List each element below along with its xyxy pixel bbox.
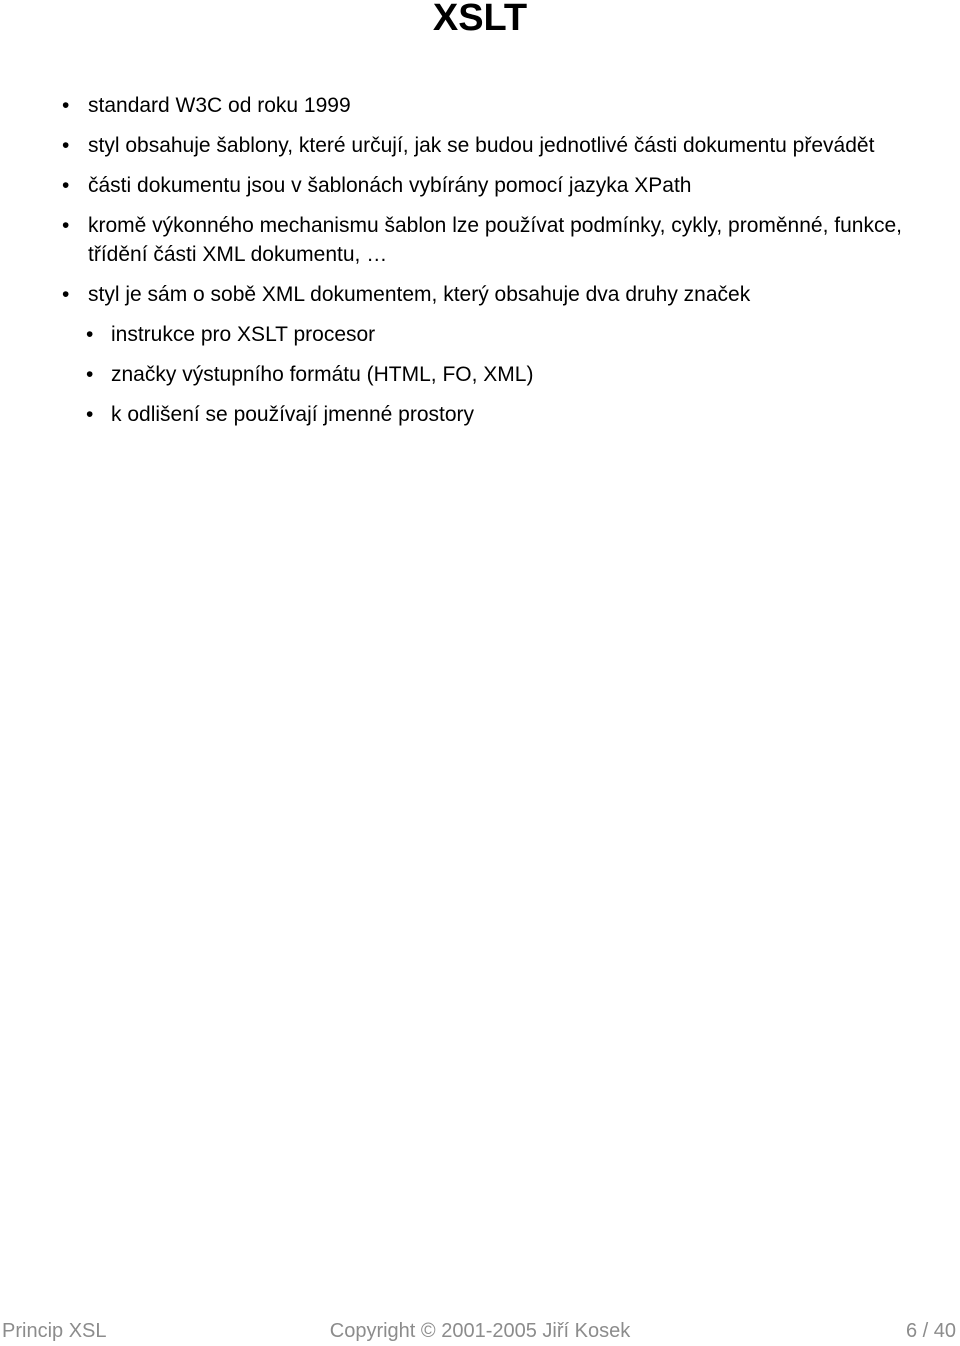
bullet-icon: • bbox=[62, 283, 70, 306]
bullet-text: značky výstupního formátu (HTML, FO, XML) bbox=[111, 363, 534, 386]
sub-list-item bbox=[84, 320, 930, 349]
list-item bbox=[60, 91, 930, 120]
footer-copyright: Copyright © 2001-2005 Jiří Kosek bbox=[329, 1320, 631, 1342]
bullet-icon: • bbox=[86, 363, 94, 386]
bullet-text: části dokumentu jsou v šablonách vybírány pomocí jazyka XPath bbox=[88, 174, 692, 197]
slide-footer bbox=[0, 1316, 960, 1346]
sub-list-item bbox=[84, 400, 930, 429]
bullet-icon: • bbox=[62, 174, 70, 197]
list-item bbox=[60, 211, 930, 269]
list-item bbox=[60, 280, 930, 309]
bullet-icon: • bbox=[62, 134, 70, 157]
bullet-text: styl je sám o sobě XML dokumentem, který obsahuje dva druhy značek bbox=[88, 283, 751, 306]
bullet-icon: • bbox=[62, 214, 70, 237]
list-item bbox=[60, 131, 930, 160]
bullet-icon: • bbox=[86, 403, 94, 426]
sub-list-item bbox=[84, 360, 930, 389]
bullet-text: kromě výkonného mechanismu šablon lze používat podmínky, cykly, proměnné, funkce, třídění části XML dokumentu, … bbox=[88, 214, 902, 266]
bullet-text: k odlišení se používají jmenné prostory bbox=[111, 403, 475, 426]
bullet-list bbox=[60, 91, 930, 440]
bullet-text: styl obsahuje šablony, které určují, jak se budou jednotlivé části dokumentu převádět bbox=[88, 134, 875, 157]
list-item bbox=[60, 171, 930, 200]
bullet-icon: • bbox=[62, 94, 70, 117]
slide-title: XSLT bbox=[432, 0, 528, 39]
bullet-icon: • bbox=[86, 323, 94, 346]
footer-presentation-title: Princip XSL bbox=[2, 1320, 107, 1342]
bullet-text: standard W3C od roku 1999 bbox=[88, 94, 351, 117]
footer-page-number: 6 / 40 bbox=[905, 1320, 956, 1342]
bullet-text: instrukce pro XSLT procesor bbox=[111, 323, 376, 346]
